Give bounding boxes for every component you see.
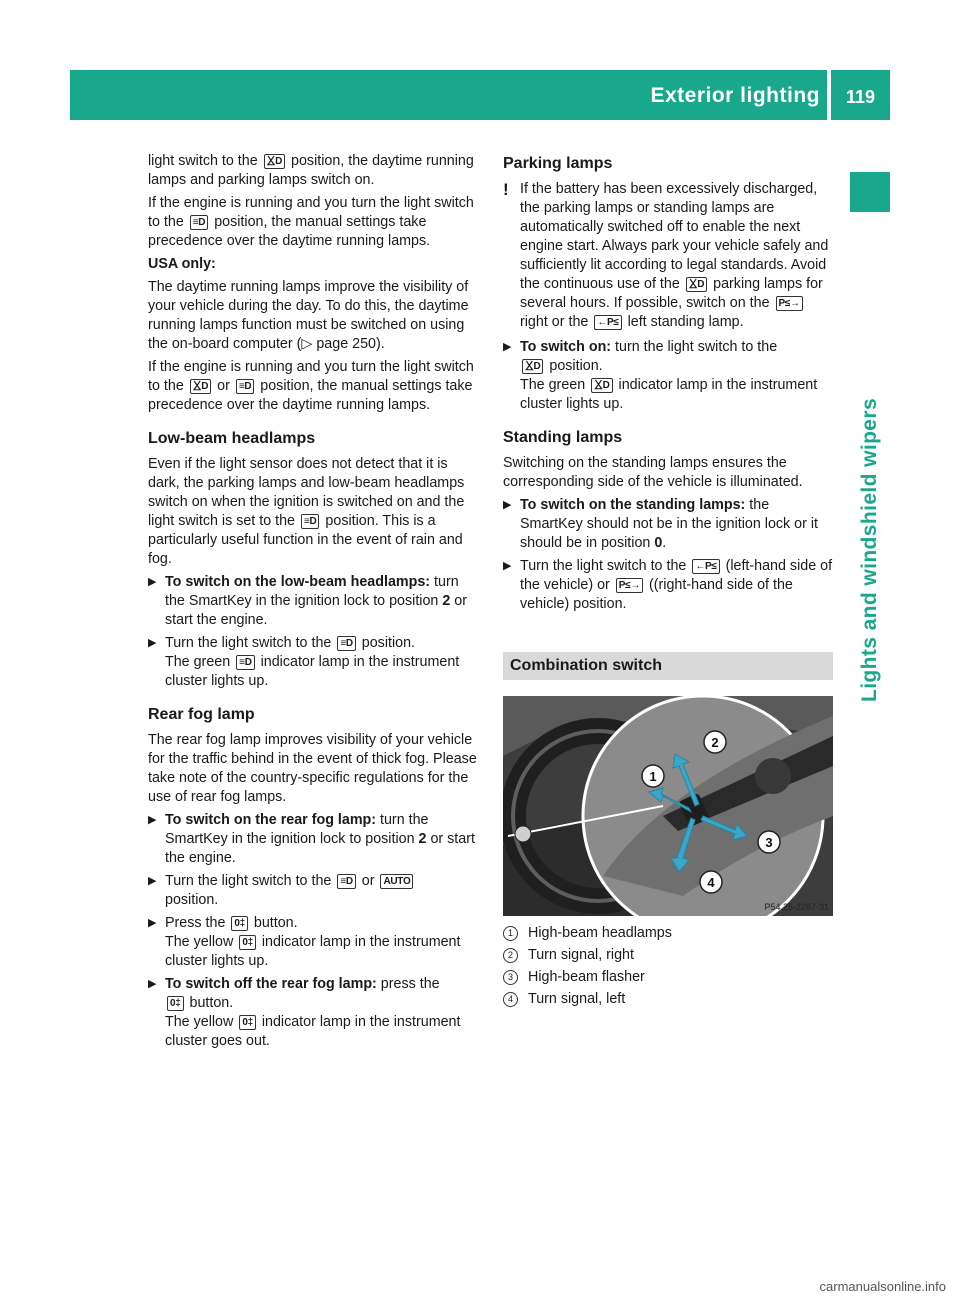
warning-note: ! If the battery has been excessively discharged, the parking lamps or standing lamps are automatically switched off to enable the next engine start. Always park your vehicle safely and sufficiently lit according to legal standards. Avoid the continuous use of the ⯷D parking lamps for several hours. If possible, switch on the P≤→ right or the ←P≤ left standing lamp.	[503, 180, 829, 330]
parking-lamp-icon: ⯷D	[264, 154, 285, 169]
usa-only-label: USA only:	[148, 256, 216, 272]
right-column	[503, 152, 833, 1012]
callout-2: 2	[711, 735, 719, 750]
parking-lamp-icon: ⯷D	[591, 378, 612, 393]
chapter-tab-marker	[850, 172, 890, 212]
legend-number: 2	[503, 948, 518, 963]
left-column	[148, 152, 480, 1055]
fog-lamp-icon: 0‡	[239, 935, 256, 950]
callout-1: 1	[649, 769, 657, 784]
parking-lamp-icon: ⯷D	[190, 379, 211, 394]
left-standing-lamp-icon: ←P≤	[692, 559, 719, 574]
step-arrow-icon: ▶	[148, 814, 157, 826]
right-standing-lamp-icon: P≤→	[616, 578, 643, 593]
paragraph: If the engine is running and you turn the light switch to the ≡D position, the manual settings take precedence over the daytime running lamps.	[148, 195, 474, 249]
instruction-step: ▶ To switch on: turn the light switch to the ⯷D position. The green ⯷D indicator lamp in the instrument cluster lights up.	[503, 339, 818, 412]
step-arrow-icon: ▶	[503, 560, 512, 572]
instruction-step: ▶ Turn the light switch to the ≡D or AUTO position.	[148, 872, 480, 910]
low-beam-icon: ≡D	[190, 215, 208, 230]
instruction-step: ▶ To switch on the low-beam headlamps: turn the SmartKey in the ignition lock to position 2 or start the engine.	[148, 574, 467, 628]
auto-light-icon: AUTO	[380, 874, 413, 889]
step-arrow-icon: ▶	[148, 576, 157, 588]
callout-3: 3	[765, 835, 773, 850]
instruction-step: ▶ Turn the light switch to the ≡D position. The green ≡D indicator lamp in the instrument cluster lights up.	[148, 635, 460, 689]
legend-item: 2 Turn signal, right	[503, 946, 833, 965]
figure-legend	[503, 924, 833, 1009]
instruction-step: ▶ Turn the light switch to the ←P≤ (left-hand side of the vehicle) or P≤→ ((right-hand side of the vehicle) position.	[503, 558, 833, 612]
paragraph: Switching on the standing lamps ensures the corresponding side of the vehicle is illuminated.	[503, 455, 803, 490]
legend-item: 1 High-beam headlamps	[503, 924, 833, 943]
paragraph: light switch to the ⯷D position, the daytime running lamps and parking lamps switch on.	[148, 153, 474, 188]
callout-4: 4	[707, 875, 715, 890]
low-beam-icon: ≡D	[236, 655, 254, 670]
step-arrow-icon: ▶	[503, 341, 512, 353]
fog-lamp-icon: 0‡	[167, 996, 184, 1011]
parking-lamp-icon: ⯷D	[686, 277, 707, 292]
chapter-tab-label: Lights and windshield wipers	[858, 397, 881, 703]
low-beam-icon: ≡D	[337, 874, 355, 889]
combination-switch-figure	[503, 696, 833, 916]
low-beam-icon: ≡D	[236, 379, 254, 394]
legend-number: 4	[503, 992, 518, 1007]
paragraph: If the engine is running and you turn the light switch to the ⯷D or ≡D position, the manual settings take precedence over the daytime running lamps.	[148, 359, 474, 413]
instruction-step: ▶ Press the 0‡ button. The yellow 0‡ indicator lamp in the instrument cluster lights up.	[148, 915, 461, 969]
low-beam-icon: ≡D	[301, 514, 319, 529]
page-number: 119	[845, 87, 876, 107]
legend-number: 3	[503, 970, 518, 985]
step-arrow-icon: ▶	[148, 875, 157, 887]
step-arrow-icon: ▶	[148, 917, 157, 929]
heading-parking-lamps: Parking lamps	[503, 155, 613, 172]
paragraph: The daytime running lamps improve the visibility of your vehicle during the day. To do this, the daytime running lamps function must be switched on using the on-board computer (▷ page 250).	[148, 279, 469, 352]
instruction-step: ▶ To switch on the rear fog lamp: turn the SmartKey in the ignition lock to position 2 or start the engine.	[148, 812, 475, 866]
paragraph: Even if the light sensor does not detect that it is dark, the parking lamps and low-beam headlamps switch on when the ignition is switched on and the light switch is set to the ≡D position. This is a particularly useful function in the event of rain and fog.	[148, 456, 465, 567]
fog-lamp-icon: 0‡	[231, 916, 248, 931]
step-arrow-icon: ▶	[148, 978, 157, 990]
fog-lamp-icon: 0‡	[239, 1015, 256, 1030]
right-standing-lamp-icon: P≤→	[776, 296, 803, 311]
heading-low-beam: Low-beam headlamps	[148, 430, 316, 447]
section-title: Exterior lighting	[650, 84, 820, 107]
step-arrow-icon: ▶	[503, 499, 512, 511]
chapter-tab	[846, 220, 894, 880]
watermark: carmanualsonline.info	[819, 1279, 946, 1294]
heading-standing-lamps: Standing lamps	[503, 429, 623, 446]
heading-rear-fog: Rear fog lamp	[148, 706, 255, 723]
warning-icon: !	[503, 180, 509, 199]
paragraph: The rear fog lamp improves visibility of your vehicle for the traffic behind in the event of thick fog. Please take note of the country-specific regulations for the use of rear fog lamps.	[148, 732, 477, 805]
figure-code: P54.25-2287-31	[764, 902, 829, 912]
parking-lamp-icon: ⯷D	[522, 359, 543, 374]
section-header-combination-switch: Combination switch	[503, 652, 833, 680]
combination-switch-illustration	[503, 696, 833, 916]
left-standing-lamp-icon: ←P≤	[594, 315, 621, 330]
legend-item: 4 Turn signal, left	[503, 990, 833, 1009]
instruction-step: ▶ To switch on the standing lamps: the SmartKey should not be in the ignition lock or it should be in position 0.	[503, 497, 819, 551]
low-beam-icon: ≡D	[337, 636, 355, 651]
legend-number: 1	[503, 926, 518, 941]
legend-item: 3 High-beam flasher	[503, 968, 833, 987]
instruction-step: ▶ To switch off the rear fog lamp: press the 0‡ button. The yellow 0‡ indicator lamp in the instrument cluster goes out.	[148, 976, 461, 1049]
step-arrow-icon: ▶	[148, 637, 157, 649]
